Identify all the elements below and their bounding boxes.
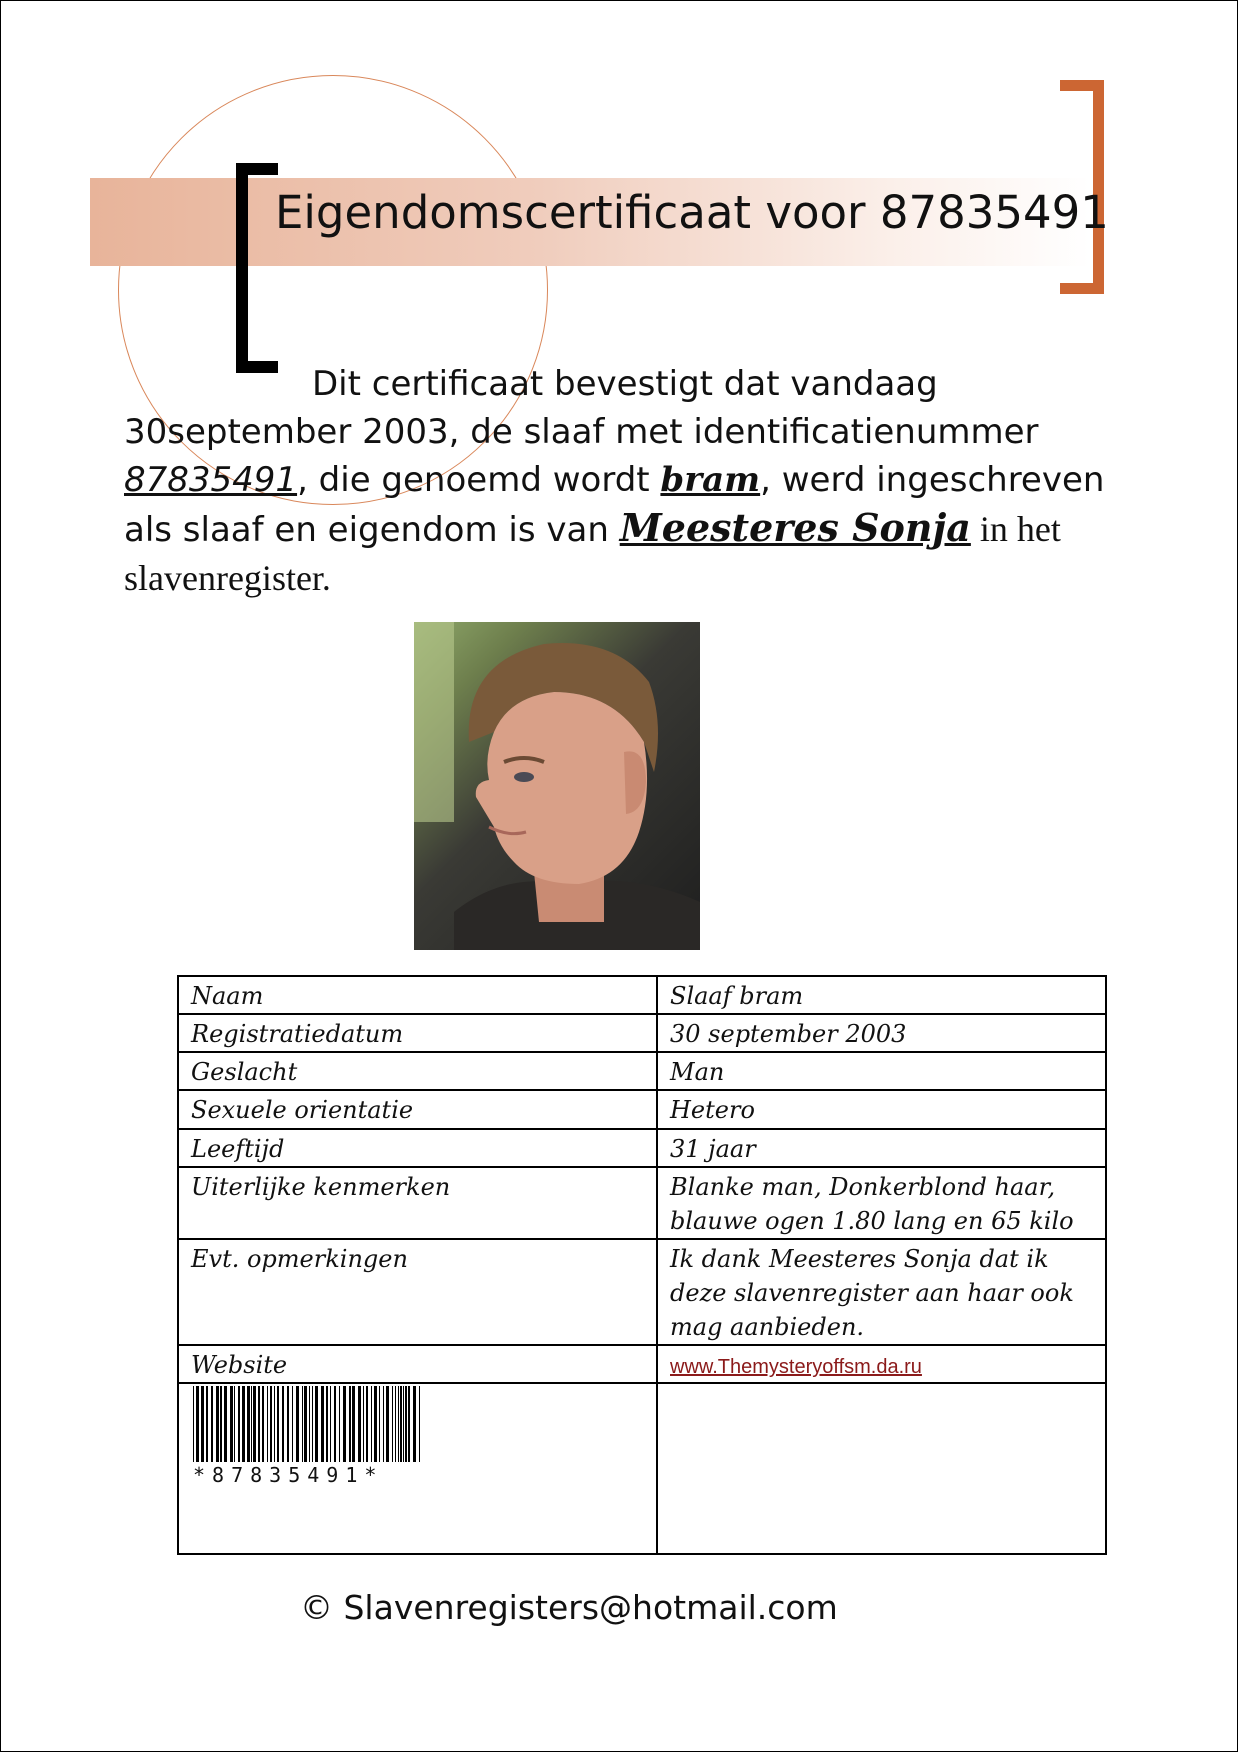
barcode-bar [366,1386,368,1462]
barcode-bar [242,1386,245,1462]
barcode-bar [193,1386,194,1462]
row-value: Blanke man, Donkerblond haar, blauwe ogen 1.80 lang en 65 kilo [657,1167,1106,1239]
row-label: Evt. opmerkingen [178,1239,657,1345]
intro-line-3-end: , werd ingeschreven [760,460,1105,500]
row-value: Man [657,1052,1106,1090]
barcode-bar [220,1386,222,1462]
row-label: Sexuele orientatie [178,1090,657,1128]
row-label: Registratiedatum [178,1014,657,1052]
certificate-title: Eigendomscertificaat voor 87835491 [275,186,1109,239]
row-value: Slaaf bram [657,976,1106,1014]
table-row [178,1383,1106,1554]
website-cell [657,1345,1106,1383]
barcode-bar [292,1386,293,1462]
website-label: Website [178,1345,657,1383]
barcode-bar [392,1386,393,1462]
barcode-bar [398,1386,399,1462]
row-label: Geslacht [178,1052,657,1090]
row-label: Leeftijd [178,1129,657,1167]
table-row [178,1052,1106,1090]
portrait-photo-icon [414,622,700,950]
barcode-bar [201,1386,204,1462]
barcode-bar [224,1386,227,1462]
row-value: Ik dank Meesteres Sonja dat ik deze slavenregister aan haar ook mag aanbieden. [657,1239,1106,1345]
portrait-illustration [414,622,700,950]
barcode-bar [253,1386,256,1462]
barcode-bar [383,1386,384,1462]
barcode-bar [267,1386,268,1462]
barcode-bar [309,1386,310,1462]
barcode-bar [196,1386,199,1462]
barcode-bar [413,1386,416,1462]
barcode-bar [304,1386,307,1462]
barcode-bar [419,1386,420,1462]
table-row [178,1345,1106,1383]
intro-line-5: slavenregister. [124,558,331,598]
barcode-bar [321,1386,324,1462]
table-row [178,1014,1106,1052]
barcode-bar [262,1386,264,1462]
intro-owner-name: Meesteres Sonja [619,505,971,550]
barcode-bar [330,1386,331,1462]
barcode-bar [296,1386,299,1462]
intro-line-4 [124,504,1124,554]
barcode-bar [395,1386,396,1462]
barcode-bar [277,1386,279,1462]
row-label: Naam [178,976,657,1014]
barcode-bar [403,1386,404,1462]
row-value: 30 september 2003 [657,1014,1106,1052]
barcode-bar [334,1386,336,1462]
barcode-bar [247,1386,250,1462]
barcode-cell [178,1383,657,1554]
row-value: Hetero [657,1090,1106,1128]
barcode-bar [379,1386,380,1462]
barcode-bar [287,1386,289,1462]
barcode-bar [405,1386,407,1462]
barcode-bar [400,1386,402,1462]
barcode-bar [238,1386,240,1462]
barcode-bar [216,1386,219,1462]
website-link[interactable]: www.Themysteryoffsm.da.ru [670,1356,922,1379]
barcode-bar [371,1386,372,1462]
footer-copyright: © Slavenregisters@hotmail.com [300,1588,838,1627]
left-bracket-decoration [236,163,278,373]
barcode-bar [349,1386,351,1462]
barcode-bar [211,1386,213,1462]
intro-line-1: Dit certificaat bevestigt dat vandaag [312,364,938,404]
barcode-icon [193,1386,423,1462]
intro-line-4-start: als slaaf en eigendom is van [124,510,620,550]
barcode-bar [343,1386,346,1462]
barcode-bar [408,1386,410,1462]
intro-line-4-end: in het [970,509,1061,549]
barcode-bar [274,1386,275,1462]
barcode-bar [312,1386,313,1462]
barcode-bar [315,1386,318,1462]
certificate-intro [124,360,1124,602]
barcode-bar [258,1386,260,1462]
table-row [178,1129,1106,1167]
row-value: 31 jaar [657,1129,1106,1167]
barcode-bar [363,1386,364,1462]
barcode-bar [302,1386,303,1462]
intro-line-3-mid: , die genoemd wordt [297,460,661,500]
table-row [178,976,1106,1014]
barcode-bar [251,1386,252,1462]
info-table [177,975,1107,1555]
barcode-bar [352,1386,355,1462]
table-row [178,1239,1106,1345]
barcode-bar [206,1386,208,1462]
intro-line-2: 30september 2003, de slaaf met identificatienummer [124,412,1039,452]
barcode-bar [282,1386,284,1462]
barcode-bar [230,1386,233,1462]
barcode-bar [339,1386,340,1462]
row-label: Uiterlijke kenmerken [178,1167,657,1239]
barcode-bar [374,1386,377,1462]
intro-slave-name: bram [660,460,761,500]
intro-line-3 [124,456,1124,504]
barcode-text: *87835491* [193,1463,384,1488]
barcode-bar [326,1386,328,1462]
table-row [178,1090,1106,1128]
barcode-bar [234,1386,235,1462]
empty-cell [657,1383,1106,1554]
barcode-bar [386,1386,389,1462]
barcode-bar [358,1386,361,1462]
barcode-bar [270,1386,272,1462]
intro-id-number: 87835491 [124,460,298,500]
table-row [178,1167,1106,1239]
